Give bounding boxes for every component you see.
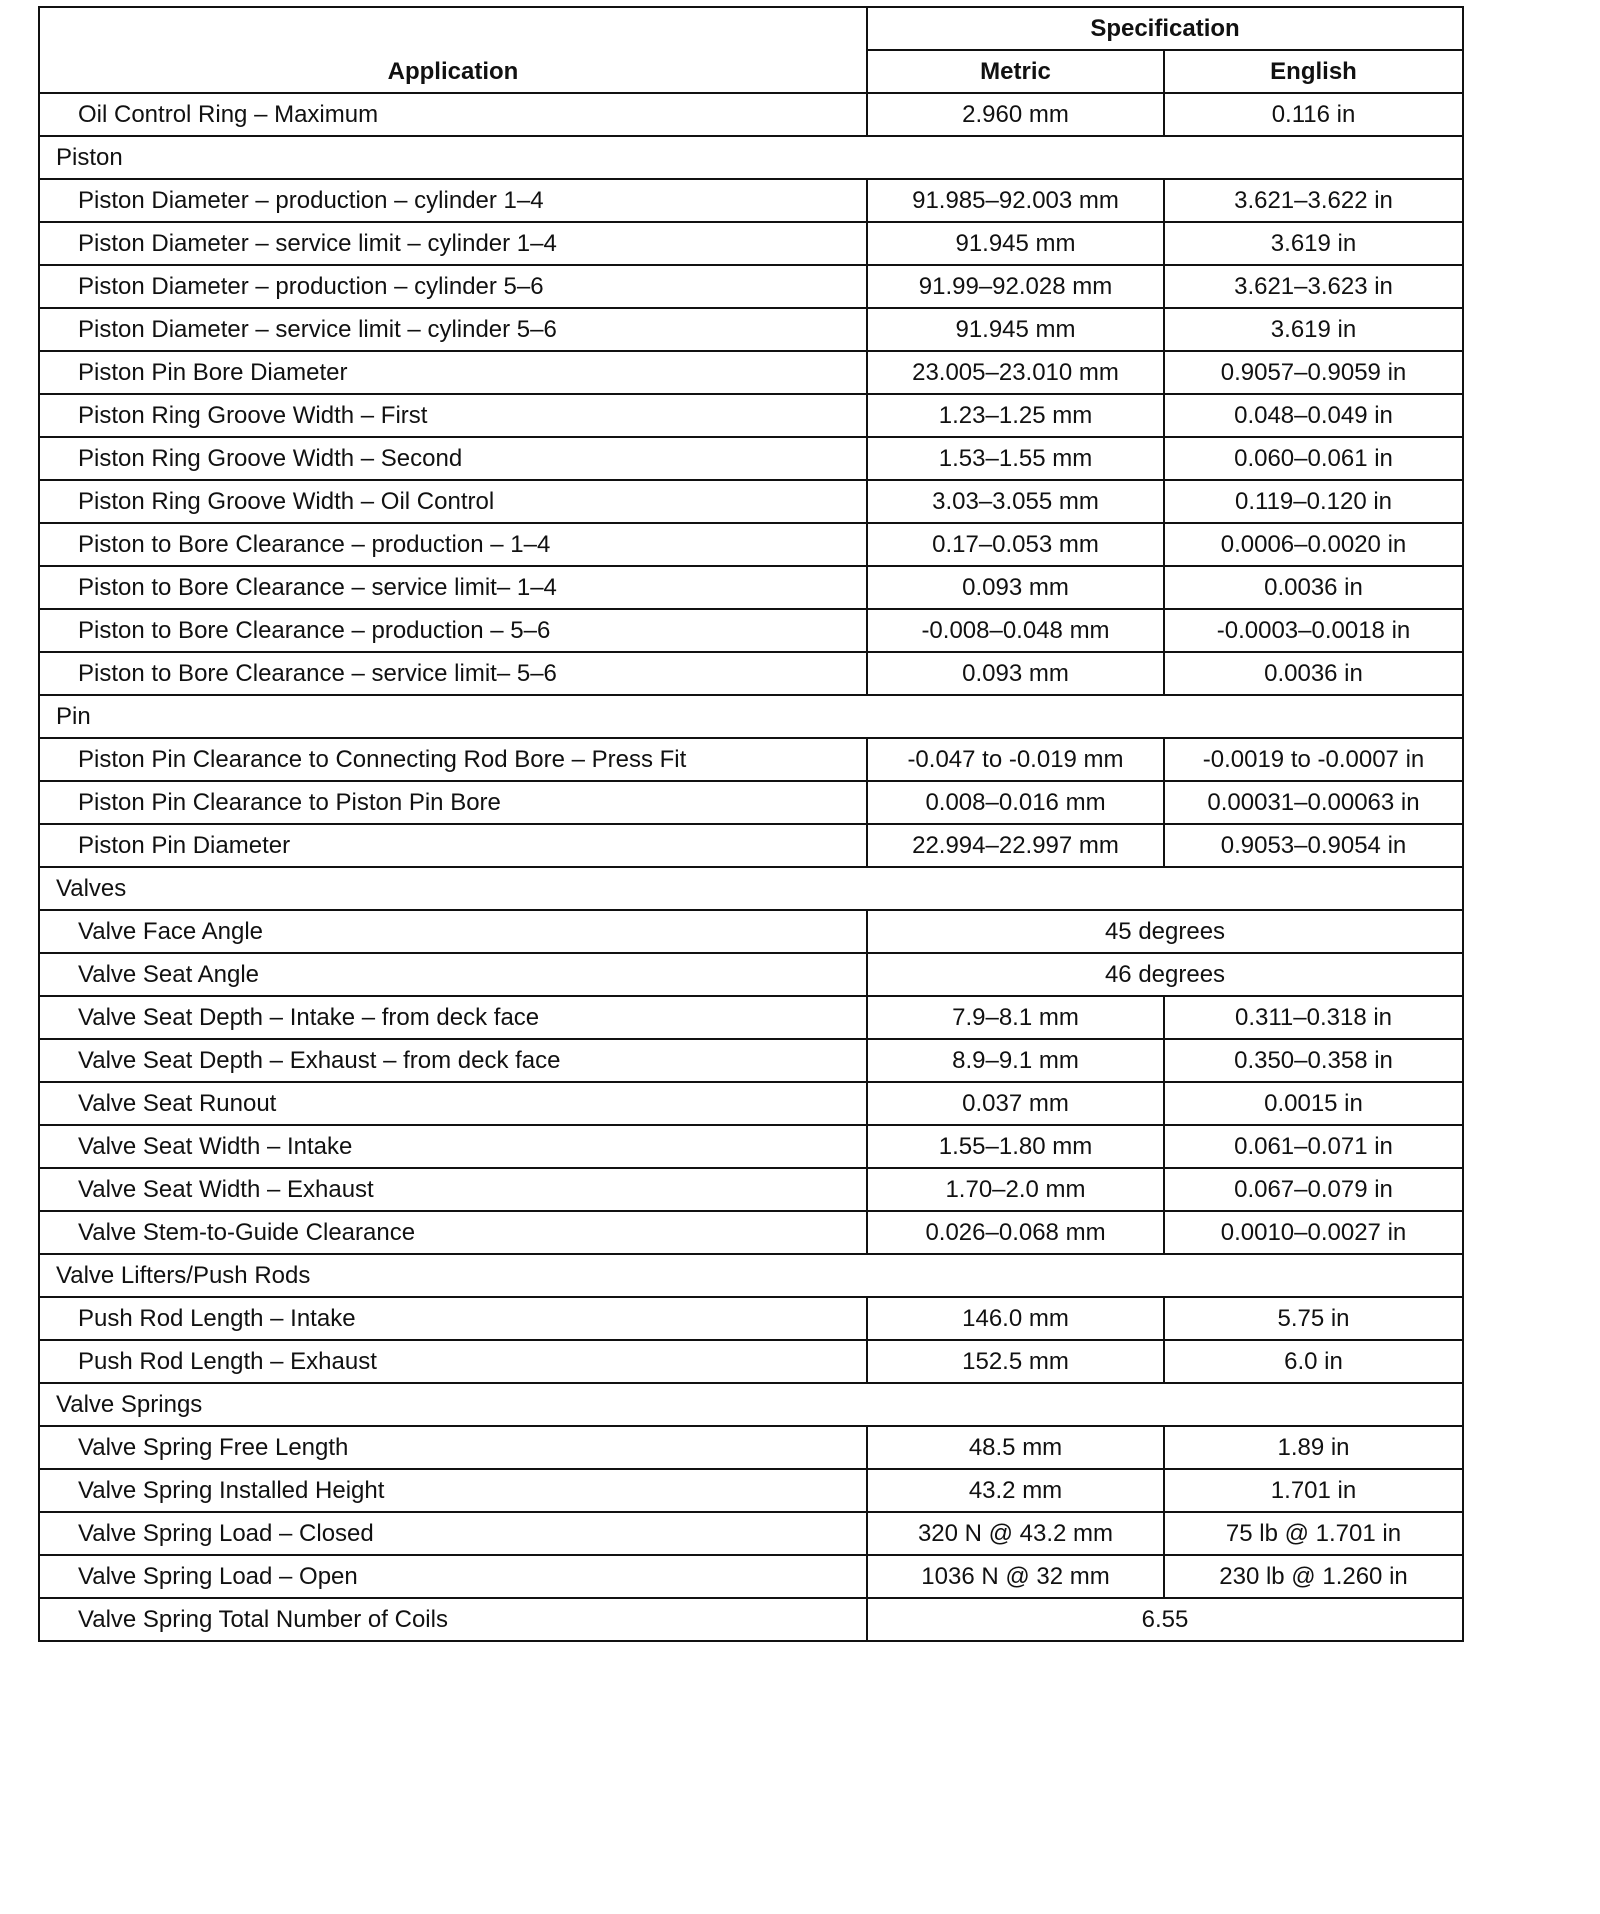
table-row <box>39 351 1463 394</box>
english-value-cell: 0.0015 in <box>1164 1082 1463 1125</box>
metric-value-cell: 0.17–0.053 mm <box>867 523 1164 566</box>
english-value-cell: 3.619 in <box>1164 308 1463 351</box>
application-cell: Valve Seat Width – Exhaust <box>39 1168 867 1211</box>
metric-value-cell: -0.047 to -0.019 mm <box>867 738 1164 781</box>
english-value-cell: -0.0019 to -0.0007 in <box>1164 738 1463 781</box>
metric-value-cell: 1.70–2.0 mm <box>867 1168 1164 1211</box>
english-value-cell: 0.067–0.079 in <box>1164 1168 1463 1211</box>
metric-value-cell: 0.008–0.016 mm <box>867 781 1164 824</box>
application-cell: Piston Diameter – service limit – cylinder 5–6 <box>39 308 867 351</box>
metric-value-cell: 0.093 mm <box>867 566 1164 609</box>
table-row <box>39 824 1463 867</box>
english-value-cell: 0.00031–0.00063 in <box>1164 781 1463 824</box>
english-value-cell: 0.061–0.071 in <box>1164 1125 1463 1168</box>
application-cell: Valve Spring Total Number of Coils <box>39 1598 867 1641</box>
application-cell: Valve Spring Installed Height <box>39 1469 867 1512</box>
metric-value-cell: 0.037 mm <box>867 1082 1164 1125</box>
application-cell: Valve Spring Load – Closed <box>39 1512 867 1555</box>
application-cell: Piston Pin Clearance to Piston Pin Bore <box>39 781 867 824</box>
table-row <box>39 781 1463 824</box>
metric-value-cell: 1036 N @ 32 mm <box>867 1555 1164 1598</box>
table-row <box>39 953 1463 996</box>
application-cell: Piston Ring Groove Width – Oil Control <box>39 480 867 523</box>
application-cell: Piston to Bore Clearance – service limit– 5–6 <box>39 652 867 695</box>
section-row <box>39 136 1463 179</box>
table-row <box>39 437 1463 480</box>
metric-value-cell: 152.5 mm <box>867 1340 1164 1383</box>
application-cell: Piston to Bore Clearance – production – 1–4 <box>39 523 867 566</box>
table-row <box>39 265 1463 308</box>
section-row <box>39 1254 1463 1297</box>
metric-value-cell: 3.03–3.055 mm <box>867 480 1164 523</box>
english-value-cell: 3.621–3.623 in <box>1164 265 1463 308</box>
metric-value-cell: 48.5 mm <box>867 1426 1164 1469</box>
table-row <box>39 179 1463 222</box>
application-cell: Piston Diameter – production – cylinder 5–6 <box>39 265 867 308</box>
metric-value-cell: 22.994–22.997 mm <box>867 824 1164 867</box>
metric-value-cell: 1.23–1.25 mm <box>867 394 1164 437</box>
combined-value-cell: 46 degrees <box>867 953 1463 996</box>
table-row <box>39 1426 1463 1469</box>
section-heading: Valve Springs <box>39 1383 1463 1426</box>
application-cell: Valve Face Angle <box>39 910 867 953</box>
application-cell: Valve Spring Free Length <box>39 1426 867 1469</box>
english-value-cell: 0.048–0.049 in <box>1164 394 1463 437</box>
metric-column-header: Metric <box>867 50 1164 93</box>
application-cell: Piston Ring Groove Width – First <box>39 394 867 437</box>
section-heading: Piston <box>39 136 1463 179</box>
table-row <box>39 1125 1463 1168</box>
english-value-cell: 0.9057–0.9059 in <box>1164 351 1463 394</box>
table-row <box>39 652 1463 695</box>
application-cell: Piston Diameter – production – cylinder 1–4 <box>39 179 867 222</box>
table-row <box>39 308 1463 351</box>
application-cell: Piston to Bore Clearance – service limit– 1–4 <box>39 566 867 609</box>
specification-table <box>38 6 1464 1642</box>
application-cell: Valve Spring Load – Open <box>39 1555 867 1598</box>
metric-value-cell: 1.53–1.55 mm <box>867 437 1164 480</box>
table-row <box>39 480 1463 523</box>
english-value-cell: -0.0003–0.0018 in <box>1164 609 1463 652</box>
section-row <box>39 695 1463 738</box>
application-cell: Piston Pin Diameter <box>39 824 867 867</box>
english-value-cell: 0.060–0.061 in <box>1164 437 1463 480</box>
application-cell: Oil Control Ring – Maximum <box>39 93 867 136</box>
table-row <box>39 394 1463 437</box>
table-row <box>39 1512 1463 1555</box>
metric-value-cell: 8.9–9.1 mm <box>867 1039 1164 1082</box>
english-value-cell: 1.89 in <box>1164 1426 1463 1469</box>
english-value-cell: 3.619 in <box>1164 222 1463 265</box>
metric-value-cell: 43.2 mm <box>867 1469 1164 1512</box>
table-row <box>39 566 1463 609</box>
english-value-cell: 0.0036 in <box>1164 652 1463 695</box>
english-value-cell: 0.0006–0.0020 in <box>1164 523 1463 566</box>
english-value-cell: 5.75 in <box>1164 1297 1463 1340</box>
application-cell: Push Rod Length – Intake <box>39 1297 867 1340</box>
english-value-cell: 75 lb @ 1.701 in <box>1164 1512 1463 1555</box>
english-value-cell: 1.701 in <box>1164 1469 1463 1512</box>
metric-value-cell: 146.0 mm <box>867 1297 1164 1340</box>
metric-value-cell: 0.026–0.068 mm <box>867 1211 1164 1254</box>
application-cell: Push Rod Length – Exhaust <box>39 1340 867 1383</box>
application-cell: Valve Seat Runout <box>39 1082 867 1125</box>
application-cell: Piston Pin Clearance to Connecting Rod Bore – Press Fit <box>39 738 867 781</box>
table-row <box>39 222 1463 265</box>
table-row <box>39 1340 1463 1383</box>
section-heading: Valve Lifters/Push Rods <box>39 1254 1463 1297</box>
english-value-cell: 0.116 in <box>1164 93 1463 136</box>
application-cell: Valve Seat Width – Intake <box>39 1125 867 1168</box>
english-value-cell: 0.0036 in <box>1164 566 1463 609</box>
english-value-cell: 0.9053–0.9054 in <box>1164 824 1463 867</box>
metric-value-cell: -0.008–0.048 mm <box>867 609 1164 652</box>
combined-value-cell: 6.55 <box>867 1598 1463 1641</box>
table-row <box>39 523 1463 566</box>
english-value-cell: 6.0 in <box>1164 1340 1463 1383</box>
application-cell: Piston Ring Groove Width – Second <box>39 437 867 480</box>
table-row <box>39 1598 1463 1641</box>
metric-value-cell: 91.945 mm <box>867 222 1164 265</box>
metric-value-cell: 91.99–92.028 mm <box>867 265 1164 308</box>
application-cell: Piston Pin Bore Diameter <box>39 351 867 394</box>
application-cell: Valve Stem-to-Guide Clearance <box>39 1211 867 1254</box>
table-header <box>39 7 1463 93</box>
table-row <box>39 1039 1463 1082</box>
metric-value-cell: 7.9–8.1 mm <box>867 996 1164 1039</box>
table-row <box>39 910 1463 953</box>
metric-value-cell: 0.093 mm <box>867 652 1164 695</box>
english-value-cell: 230 lb @ 1.260 in <box>1164 1555 1463 1598</box>
table-row <box>39 1082 1463 1125</box>
table-row <box>39 996 1463 1039</box>
table-row <box>39 1211 1463 1254</box>
application-cell: Valve Seat Angle <box>39 953 867 996</box>
section-heading: Pin <box>39 695 1463 738</box>
metric-value-cell: 320 N @ 43.2 mm <box>867 1512 1164 1555</box>
application-cell: Valve Seat Depth – Exhaust – from deck face <box>39 1039 867 1082</box>
english-value-cell: 0.0010–0.0027 in <box>1164 1211 1463 1254</box>
metric-value-cell: 23.005–23.010 mm <box>867 351 1164 394</box>
application-cell: Valve Seat Depth – Intake – from deck face <box>39 996 867 1039</box>
specification-column-header: Specification <box>867 7 1463 50</box>
table-row <box>39 1297 1463 1340</box>
application-cell: Piston to Bore Clearance – production – 5–6 <box>39 609 867 652</box>
section-row <box>39 867 1463 910</box>
table-row <box>39 1469 1463 1512</box>
combined-value-cell: 45 degrees <box>867 910 1463 953</box>
english-value-cell: 0.350–0.358 in <box>1164 1039 1463 1082</box>
english-column-header: English <box>1164 50 1463 93</box>
table-body <box>39 93 1463 1641</box>
table-row <box>39 738 1463 781</box>
table-row <box>39 93 1463 136</box>
english-value-cell: 3.621–3.622 in <box>1164 179 1463 222</box>
metric-value-cell: 91.985–92.003 mm <box>867 179 1164 222</box>
metric-value-cell: 2.960 mm <box>867 93 1164 136</box>
metric-value-cell: 1.55–1.80 mm <box>867 1125 1164 1168</box>
application-cell: Piston Diameter – service limit – cylinder 1–4 <box>39 222 867 265</box>
header-row-top <box>39 7 1463 50</box>
english-value-cell: 0.311–0.318 in <box>1164 996 1463 1039</box>
table-row <box>39 1555 1463 1598</box>
table-row <box>39 609 1463 652</box>
table-row <box>39 1168 1463 1211</box>
section-row <box>39 1383 1463 1426</box>
section-heading: Valves <box>39 867 1463 910</box>
metric-value-cell: 91.945 mm <box>867 308 1164 351</box>
english-value-cell: 0.119–0.120 in <box>1164 480 1463 523</box>
application-column-header: Application <box>39 7 867 93</box>
